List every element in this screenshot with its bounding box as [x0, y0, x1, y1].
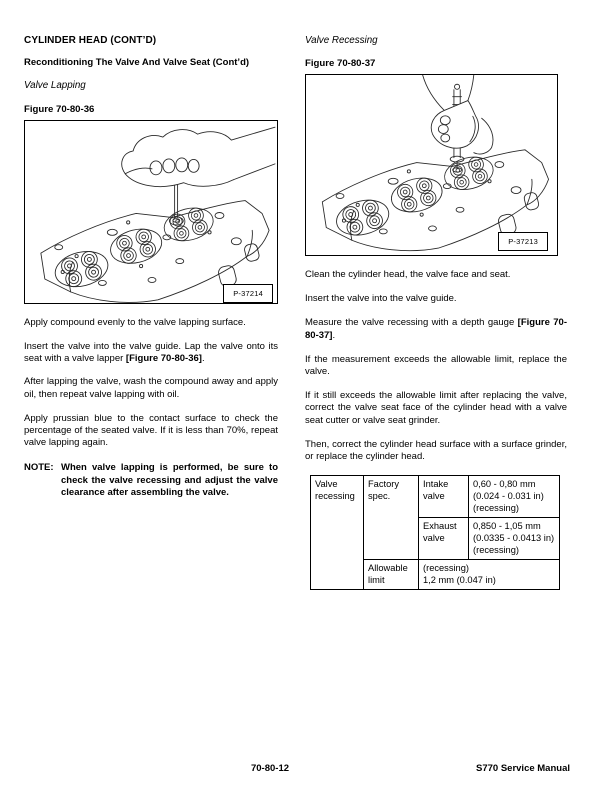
subsection-title-valve-recessing: Valve Recessing	[305, 35, 378, 46]
valve-recessing-spec-table	[310, 475, 560, 590]
right-column	[305, 35, 567, 590]
body-paragraph: Then, correct the cylinder head surface with a surface grinder, or replace the cylinder head.	[305, 438, 567, 462]
body-paragraph: Measure the valve recessing with a depth gauge [Figure 70-80-37].	[305, 317, 567, 341]
hand-illustration	[423, 75, 493, 154]
body-paragraph: Clean the cylinder head, the valve face and seat.	[305, 268, 511, 280]
section-heading: CYLINDER HEAD (CONT’D)	[24, 35, 157, 46]
left-column	[24, 35, 278, 499]
figure-caption-70-80-37: Figure 70-80-37	[305, 58, 376, 70]
figure-reference: [Figure 70-80-37]	[305, 317, 567, 341]
cell-valve-recessing: Valve recessing	[311, 476, 364, 590]
body-paragraph: Apply prussian blue to the contact surface to check the percentage of the seated valve. If it is less than 70%, repeat valve lapping again.	[24, 412, 278, 449]
cell-exhaust-value: 0,850 - 1,05 mm (0.0335 - 0.0413 in) (recessing)	[469, 518, 560, 560]
photo-id-label: P-37214	[223, 284, 273, 303]
figure-70-80-37-box	[305, 74, 558, 256]
subsection-title-valve-lapping: Valve Lapping	[24, 80, 86, 92]
cell-allowable-limit: Allowable limit	[364, 560, 419, 590]
hand-illustration	[122, 127, 275, 186]
footer-manual-title: S770 Service Manual	[476, 763, 570, 774]
body-paragraph: Insert the valve into the valve guide.	[305, 293, 457, 305]
body-paragraph: Apply compound evenly to the valve lapping surface.	[24, 316, 246, 328]
note-block	[24, 462, 278, 499]
table-row	[311, 476, 560, 518]
cell-exhaust-valve: Exhaust valve	[419, 518, 469, 560]
figure-reference: [Figure 70-80-36]	[125, 352, 202, 364]
photo-id-label: P-37213	[498, 232, 548, 251]
note-label: NOTE:	[24, 462, 54, 474]
note-text: When valve lapping is performed, be sure to check the valve recessing and adjust the valve clearance after assembling the valve.	[61, 462, 278, 498]
body-paragraph: After lapping the valve, wash the compound away and apply oil, then repeat valve lapping with oil.	[24, 376, 278, 400]
cell-factory-spec: Factory spec.	[364, 476, 419, 560]
body-paragraph: If it still exceeds the allowable limit after replacing the valve, correct the valve seat face of the cylinder head with a valve seat cutter or valve seat grinder.	[305, 390, 567, 426]
body-paragraph: Insert the valve into the valve guide. Lap the valve onto its seat with a valve lapper [Figure 70-80-36].	[24, 340, 278, 364]
cell-allowable-value: (recessing) 1,2 mm (0.047 in)	[419, 560, 560, 590]
body-paragraph: If the measurement exceeds the allowable limit, replace the valve.	[305, 353, 567, 377]
valve-recessing-illustration	[306, 75, 557, 255]
cell-intake-value: 0,60 - 0,80 mm (0.024 - 0.031 in) (recessing)	[469, 476, 560, 518]
valve-lapping-illustration	[25, 121, 277, 303]
section-subheading: Reconditioning The Valve And Valve Seat (Cont’d)	[24, 57, 250, 69]
cell-intake-valve: Intake valve	[419, 476, 469, 518]
figure-caption-70-80-36: Figure 70-80-36	[24, 103, 95, 115]
footer-page-number: 70-80-12	[250, 763, 290, 774]
figure-70-80-36-box	[24, 120, 278, 304]
